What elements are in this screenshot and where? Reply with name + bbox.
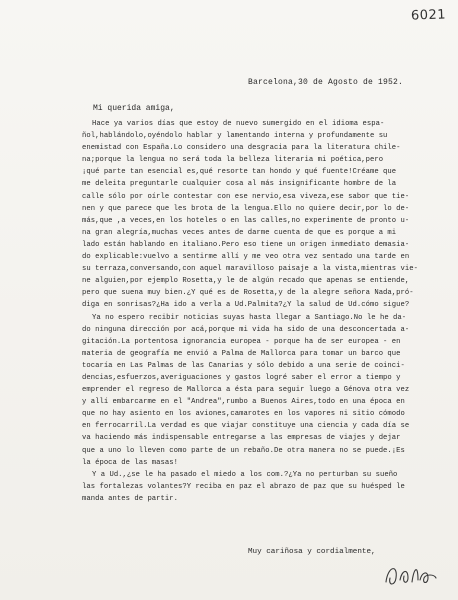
- text-line: emprender el regreso de Mallorca a ésta para seguir luego a Génova otra vez: [82, 386, 410, 395]
- handwritten-signature: [380, 556, 440, 592]
- text-line: na;porque la lengua no será toda la belleza literaria mi poética,pero: [82, 156, 384, 165]
- paragraph-1: [82, 118, 434, 312]
- text-line: lado están hablando en italiano.Pero eso tiene un origen inmediato demasia-: [82, 240, 410, 249]
- salutation: Mi querida amiga,: [93, 104, 175, 113]
- text-line: las fortalezas volantes?Y reciba en paz el abrazo de paz que su huésped le: [82, 482, 405, 491]
- text-line: Y a Ud.,¿se le ha pasado el miedo a los com.?¿Ya no perturban su sueño: [92, 470, 398, 479]
- text-line: do explicable:vuelvo a sentirme allí y me veo otra vez sentado una tarde en: [82, 253, 410, 262]
- text-line: manda antes de partir.: [82, 494, 178, 503]
- text-line: que no hay asiento en los aviones,camarotes en los vapores ni sitio cómodo: [82, 410, 405, 419]
- text-line: do ninguna dirección por acá,porque mi vida ha sido de una desconcertada a-: [82, 325, 410, 334]
- text-line: Ya no espero recibir noticias suyas hasta llegar a Santiago.No le he da-: [92, 313, 407, 322]
- text-line: que a uno lo lleven como parte de un rebaño.De otra manera no se puede.¡Es: [82, 446, 405, 455]
- text-line: su terraza,conversando,con aquel maravilloso paisaje a la vista,mientras vie-: [82, 265, 418, 274]
- closing: Muy cariñosa y cordialmente,: [248, 548, 376, 556]
- text-line: nen y que parece que les brota de la lengua.Ello no quiere decir,por lo de-: [82, 204, 410, 213]
- text-line: pero que suena muy bien.¿Y qué es de Rosetta,y de la alegre señora Nada,pró-: [82, 289, 414, 298]
- letter-body: [82, 118, 434, 505]
- text-line: en ferrocarril.La verdad es que viajar constituye una ciencia y cada día se: [82, 422, 410, 431]
- text-line: enemistad con España.Lo considero una desgracia para la literatura chile-: [82, 144, 401, 153]
- paragraph-3: [82, 469, 434, 505]
- text-line: Hace ya varios días que estoy de nuevo sumergido en el idioma espa-: [92, 120, 385, 128]
- text-line: más,que ,a veces,en los hoteles o en las calles,no experimente de pronto u-: [82, 216, 410, 225]
- text-line: ñol,hablándolo,oyéndolo hablar y lamentando interna y profundamente su: [82, 132, 388, 141]
- text-line: materia de geografía me envió a Palma de Mallorca para tomar un barco que: [82, 349, 401, 358]
- text-line: va haciendo más indispensable entregarse a las empresas de viajes y dejar: [82, 434, 401, 443]
- text-line: y allí embarcarme en el "Andrea",rumbo a Buenos Aires,todo en una época en: [82, 398, 405, 407]
- text-line: diga en sonrisas?¿Ha ido a verla a Ud.Palmita?¿Y la salud de Ud.cómo sigue?: [82, 301, 410, 310]
- text-line: dencias,esfuerzos,averiguaciones y gastos logré saber el error a tiempo y: [82, 373, 401, 382]
- text-line: ne alguien,por ejemplo Rosetta,y le de algún recado que apenas se entiende,: [82, 277, 410, 286]
- text-line: tocaría en Las Palmas de las Canarias y sólo debido a una serie de coinci-: [82, 361, 405, 370]
- text-line: me deleita preguntarle cualquier cosa al más insignificante hombre de la: [82, 180, 397, 189]
- dateline: Barcelona,30 de Agosto de 1952.: [248, 78, 404, 87]
- text-line: la época de las masas!: [82, 458, 178, 467]
- page-number: 6021: [410, 7, 447, 24]
- paragraph-2: [82, 312, 434, 469]
- text-line: ¡qué parte tan esencial es,qué resorte tan hondo y qué fuente!Créame que: [82, 168, 397, 177]
- text-line: gitación.La portentosa ignorancia europea - porque ha de ser europea - en: [82, 337, 401, 346]
- text-line: calle sólo por oírle contestar con ese nervio,esa viveza,ese sabor que tie-: [82, 192, 410, 201]
- text-line: na gran alegría,muchas veces antes de darme cuenta de que es porque a mi: [82, 228, 397, 237]
